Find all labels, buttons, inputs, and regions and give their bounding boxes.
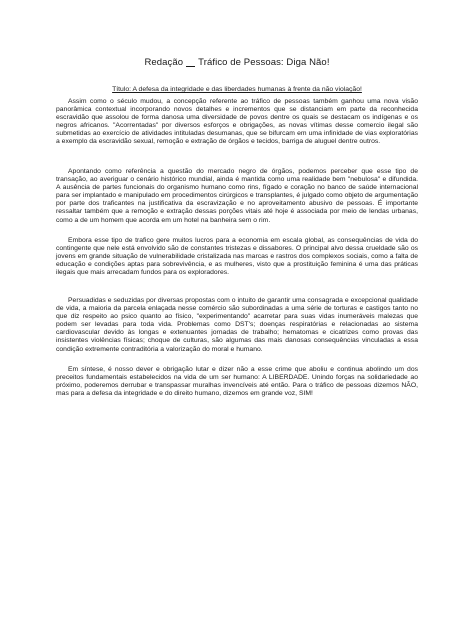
paragraph-2: Apontando como referência a questão do mercado negro de órgãos, podemos perceber que esse tipo de transação, ao averiguar o cenário histórico mundial, ainda é mantida como uma realidade bem "nebulosa" e difundida. A ausência de partes funcionais do organismo humano como rins, fígado e coração no banco de saúde internacional para ser implantado e manipulado em procedimentos cirúrgicos e transplantes, é julgado como objeto de argumentação por parte dos traficantes na justificativa da escravização e no aproveitamento abusivo de pessoas. É importante ressaltar também que a remoção e extração dessas porções vitais até hoje é associada por meio de lendas urbanas, como a de um homem que acorda em um hotel na banheira sem o rim. [56, 168, 418, 224]
title-suffix: Tráfico de Pessoas: Diga Não! [198, 57, 330, 68]
title-prefix: Redação [144, 57, 184, 68]
document-title [0, 57, 474, 68]
paragraph-1: Assim como o século mudou, a concepção referente ao tráfico de pessoas também ganhou uma nova visão panorâmica contextual incorporando novos detalhes e incrementos que se distanciam em parte da reconhecida escravidão que assolou de forma danosa uma diversidade de povos dentre os quais se destacam os indígenas e os negros africanos. "Acorrentadas" por diversos esforços e obrigações, as novas vítimas desse comercio ilegal são submetidas ao exercício de atividades intituladas desumanas, que se bifurcam em uma infinidade de vias exploratórias a exemplo da escravidão sexual, remoção e extração de órgãos e tecidos, barriga de aluguel dentre outros. [56, 98, 418, 146]
paragraph-4: Persuadidas e seduzidas por diversas propostas com o intuito de garantir uma consagrada e excepcional qualidade de vida, a maioria da parcela enlaçada nesse comércio são subordinadas a uma série de torturas e castigos tanto no que diz respeito ao psico quanto ao físico, "experimentando" acarretar para suas vidas inumeráveis malezas que podem ser levadas para toda vida. Problemas como DST's; doenças respiratórias e relacionadas ao sistema cardiovascular devido às longas e extenuantes jornadas de trabalho; hematomas e cicatrizes como provas das insistentes violências físicas; choque de culturas, são algumas das mais danosas consequências vinculadas a essa condição extremente contraditória a valorização do moral e humano. [56, 297, 418, 353]
essay-subtitle: Título: A defesa da integridade e das liberdades humanas à frente da não violação! [112, 86, 362, 93]
paragraph-3: Embora esse tipo de trafico gere muitos lucros para a economia em escala global, as consequências de vida do contingente que nele está envolvido são de constantes tristezas e dissabores. O principal alvo dessa crueldade são os jovens em grande situação de vulnerabilidade cristalizada nas marcas e rastros dos complexos sociais, como a falta de educação e condições aptas para sobrevivência, e as mulheres, visto que a prostituição feminina é uma das práticas ilegais que mais arrecadam fundos para os exploradores. [56, 237, 418, 277]
paragraph-5: Em síntese, é nosso dever e obrigação lutar e dizer não a esse crime que aboliu e continua abolindo um dos preceitos fundamentais estabelecidos na vida de um ser humano: A LIBERDADE. Unindo forças na solidariedade ao próximo, poderemos derrubar e transpassar muralhas invencíveis até então. Para o tráfico de pessoas dizemos NÃO, mas para a defesa da integridade e do direito humano, dizemos em grande voz, SIM! [56, 366, 418, 398]
title-blank [186, 66, 195, 67]
